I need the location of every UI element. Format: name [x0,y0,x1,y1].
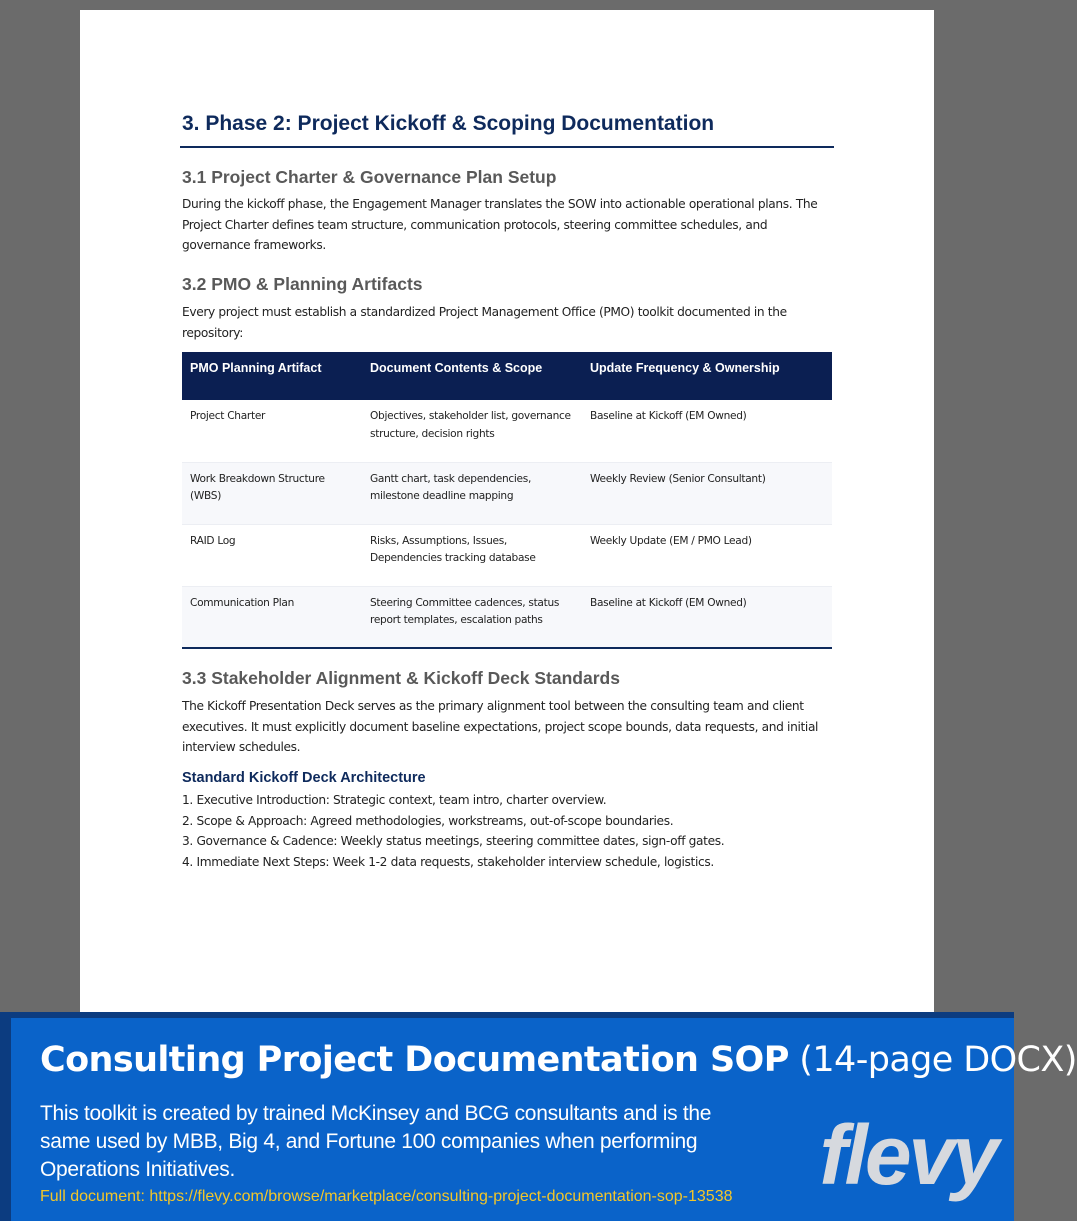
kickoff-deck-list [182,790,724,872]
table-row [182,586,832,648]
table-cell: Communication Plan [182,586,362,648]
heading-3-1: 3.1 Project Charter & Governance Plan Setup [182,167,557,187]
flevy-logo: flevy [819,1108,996,1202]
section-title-rule [180,146,834,148]
table-header-cell: Update Frequency & Ownership [582,352,832,400]
table-cell: Baseline at Kickoff (EM Owned) [582,586,832,648]
table-cell: Gantt chart, task dependencies, milestone deadline mapping [362,462,582,524]
table-cell: Objectives, stakeholder list, governance structure, decision rights [370,410,571,440]
heading-3-3: 3.3 Stakeholder Alignment & Kickoff Deck Standards [182,668,620,688]
table-cell: RAID Log [182,524,362,586]
list-item: 3. Governance & Cadence: Weekly status meetings, steering committee dates, sign-off gates. [182,834,725,849]
list-item: 4. Immediate Next Steps: Week 1-2 data requests, stakeholder interview schedule, logistics. [182,854,714,869]
banner-title [40,1040,1077,1080]
document-page [80,10,934,1020]
table-header-cell: PMO Planning Artifact [182,352,362,400]
section-title: 3. Phase 2: Project Kickoff & Scoping Documentation [182,112,715,135]
banner-title-suffix: (14-page DOCX) [799,1040,1077,1080]
table-header-cell: Document Contents & Scope [362,352,582,400]
table-cell: Weekly Review (Senior Consultant) [582,462,832,524]
banner-description: This toolkit is created by trained McKinsey and BCG consultants and is the same used by MBB, Big 4, and Fortune 100 companies when performing Operations Initiatives. [40,1102,712,1181]
paragraph-3-3: The Kickoff Presentation Deck serves as the primary alignment tool between the consulting team and client executives. It must explicitly document baseline expectations, project scope bounds, data requests, and initial interview schedules. [182,699,819,754]
table-cell: Project Charter [190,410,266,422]
full-document-link[interactable]: Full document: https://flevy.com/browse/marketplace/consulting-project-documentation-sop-13538 [40,1188,733,1205]
table-header-row [182,352,832,400]
pmo-artifacts-table [182,352,832,649]
table-cell: Steering Committee cadences, status report templates, escalation paths [362,586,582,648]
banner-title-main: Consulting Project Documentation SOP [40,1040,789,1080]
list-item: 2. Scope & Approach: Agreed methodologies, workstreams, out-of-scope boundaries. [182,813,674,828]
table-row [182,524,832,586]
paragraph-3-2: Every project must establish a standardized Project Management Office (PMO) toolkit documented in the repository: [182,305,787,340]
table-row [182,462,832,524]
kickoff-deck-subheading: Standard Kickoff Deck Architecture [182,770,426,786]
promo-banner [0,1012,1077,1221]
heading-3-2: 3.2 PMO & Planning Artifacts [182,274,423,294]
table-cell: Work Breakdown Structure (WBS) [182,462,362,524]
table-cell: Risks, Assumptions, Issues, Dependencies tracking database [362,524,582,586]
promo-banner-panel [11,1018,1077,1221]
table-cell: Baseline at Kickoff (EM Owned) [590,410,747,422]
table-cell: Weekly Update (EM / PMO Lead) [582,524,832,586]
paragraph-3-1: During the kickoff phase, the Engagement Manager translates the SOW into actionable operational plans. The Project Charter defines team structure, communication protocols, steering committee schedules, and governance frameworks. [182,197,818,252]
list-item: 1. Executive Introduction: Strategic context, team intro, charter overview. [182,793,607,807]
table-row [182,400,832,462]
